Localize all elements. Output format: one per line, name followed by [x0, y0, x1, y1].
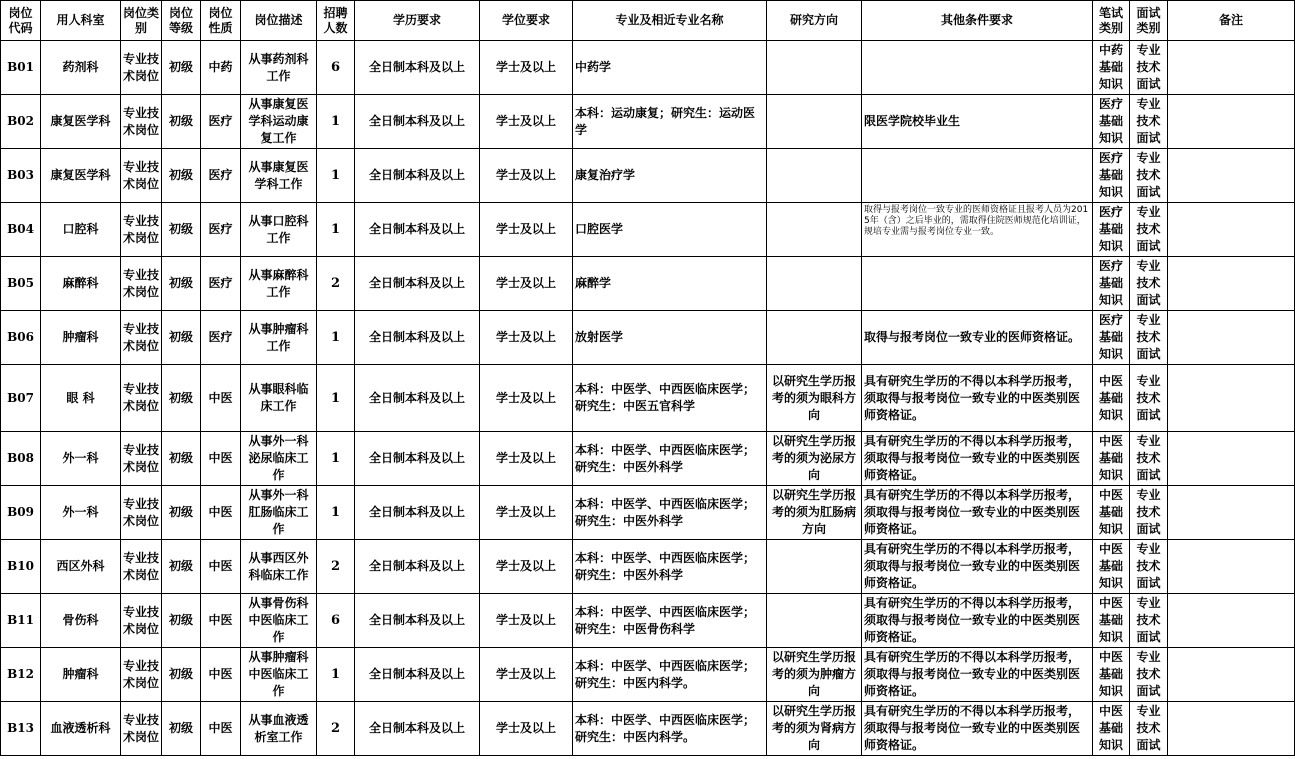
cell-note	[1168, 486, 1295, 540]
cell-dept: 肿瘤科	[41, 648, 121, 702]
cell-degree: 学士及以上	[480, 432, 573, 486]
cell-dept: 骨伤科	[41, 594, 121, 648]
cell-category: 专业技术岗位	[121, 203, 162, 257]
cell-level: 初级	[162, 594, 201, 648]
header-major: 专业及相近专业名称	[573, 1, 767, 41]
header-research: 研究方向	[767, 1, 862, 41]
cell-degree: 学士及以上	[480, 95, 573, 149]
header-count: 招聘人数	[317, 1, 355, 41]
cell-research: 以研究生学历报考的须为肾病方向	[767, 702, 862, 756]
cell-desc: 从事骨伤科中医临床工作	[241, 594, 317, 648]
cell-other: 取得与报考岗位一致专业的医师资格证。	[862, 311, 1093, 365]
cell-research	[767, 41, 862, 95]
table-row	[1, 149, 1295, 203]
cell-major: 本科：中医学、中西医临床医学；研究生：中医骨伤科学	[573, 594, 767, 648]
table-row	[1, 540, 1295, 594]
cell-nature: 医疗	[201, 311, 241, 365]
cell-degree: 学士及以上	[480, 702, 573, 756]
cell-nature: 中医	[201, 648, 241, 702]
cell-note	[1168, 311, 1295, 365]
cell-nature: 中医	[201, 486, 241, 540]
cell-nature: 医疗	[201, 95, 241, 149]
cell-nature: 中医	[201, 702, 241, 756]
cell-written: 医疗基础知识	[1093, 257, 1130, 311]
cell-desc: 从事康复医学科运动康复工作	[241, 95, 317, 149]
cell-code: B04	[1, 203, 41, 257]
cell-note	[1168, 432, 1295, 486]
cell-note	[1168, 41, 1295, 95]
cell-desc: 从事西区外科临床工作	[241, 540, 317, 594]
cell-desc: 从事眼科临床工作	[241, 365, 317, 432]
cell-level: 初级	[162, 95, 201, 149]
cell-education: 全日制本科及以上	[355, 95, 480, 149]
header-level: 岗位等级	[162, 1, 201, 41]
cell-category: 专业技术岗位	[121, 702, 162, 756]
cell-degree: 学士及以上	[480, 365, 573, 432]
cell-major: 中药学	[573, 41, 767, 95]
cell-nature: 医疗	[201, 149, 241, 203]
cell-interview: 专业技术面试	[1130, 95, 1168, 149]
cell-other: 限医学院校毕业生	[862, 95, 1093, 149]
cell-interview: 专业技术面试	[1130, 41, 1168, 95]
cell-research	[767, 311, 862, 365]
cell-written: 中医基础知识	[1093, 365, 1130, 432]
cell-other: 具有研究生学历的不得以本科学历报考，须取得与报考岗位一致专业的中医类别医师资格证。	[862, 594, 1093, 648]
cell-note	[1168, 203, 1295, 257]
cell-category: 专业技术岗位	[121, 41, 162, 95]
cell-interview: 专业技术面试	[1130, 540, 1168, 594]
cell-note	[1168, 702, 1295, 756]
table-row	[1, 257, 1295, 311]
cell-count: 1	[317, 95, 355, 149]
cell-code: B07	[1, 365, 41, 432]
cell-dept: 麻醉科	[41, 257, 121, 311]
cell-count: 1	[317, 149, 355, 203]
cell-code: B13	[1, 702, 41, 756]
cell-level: 初级	[162, 486, 201, 540]
cell-count: 1	[317, 311, 355, 365]
cell-written: 中医基础知识	[1093, 432, 1130, 486]
table-row	[1, 311, 1295, 365]
cell-category: 专业技术岗位	[121, 311, 162, 365]
cell-nature: 中医	[201, 540, 241, 594]
header-code: 岗位代码	[1, 1, 41, 41]
cell-level: 初级	[162, 149, 201, 203]
cell-code: B06	[1, 311, 41, 365]
cell-level: 初级	[162, 365, 201, 432]
cell-written: 医疗基础知识	[1093, 149, 1130, 203]
cell-other: 具有研究生学历的不得以本科学历报考，须取得与报考岗位一致专业的中医类别医师资格证。	[862, 648, 1093, 702]
cell-interview: 专业技术面试	[1130, 365, 1168, 432]
cell-degree: 学士及以上	[480, 311, 573, 365]
table-row	[1, 41, 1295, 95]
cell-major: 康复治疗学	[573, 149, 767, 203]
cell-nature: 医疗	[201, 203, 241, 257]
header-interview: 面试类别	[1130, 1, 1168, 41]
cell-degree: 学士及以上	[480, 41, 573, 95]
header-desc: 岗位描述	[241, 1, 317, 41]
cell-education: 全日制本科及以上	[355, 648, 480, 702]
cell-major: 本科：中医学、中西医临床医学；研究生：中医外科学	[573, 486, 767, 540]
cell-note	[1168, 648, 1295, 702]
cell-code: B09	[1, 486, 41, 540]
cell-count: 1	[317, 203, 355, 257]
cell-major: 麻醉学	[573, 257, 767, 311]
cell-desc: 从事外一科泌尿临床工作	[241, 432, 317, 486]
cell-major: 口腔医学	[573, 203, 767, 257]
cell-research	[767, 203, 862, 257]
cell-interview: 专业技术面试	[1130, 702, 1168, 756]
cell-other: 具有研究生学历的不得以本科学历报考，须取得与报考岗位一致专业的中医类别医师资格证。	[862, 702, 1093, 756]
cell-other: 具有研究生学历的不得以本科学历报考，须取得与报考岗位一致专业的中医类别医师资格证。	[862, 540, 1093, 594]
cell-research	[767, 149, 862, 203]
cell-level: 初级	[162, 311, 201, 365]
cell-degree: 学士及以上	[480, 648, 573, 702]
cell-research	[767, 594, 862, 648]
cell-degree: 学士及以上	[480, 594, 573, 648]
cell-education: 全日制本科及以上	[355, 365, 480, 432]
table-row	[1, 594, 1295, 648]
table-row	[1, 432, 1295, 486]
cell-count: 2	[317, 257, 355, 311]
cell-level: 初级	[162, 41, 201, 95]
cell-note	[1168, 365, 1295, 432]
table-body	[1, 41, 1295, 756]
cell-desc: 从事肿瘤科中医临床工作	[241, 648, 317, 702]
cell-education: 全日制本科及以上	[355, 203, 480, 257]
cell-nature: 中医	[201, 594, 241, 648]
cell-code: B11	[1, 594, 41, 648]
cell-education: 全日制本科及以上	[355, 540, 480, 594]
cell-degree: 学士及以上	[480, 149, 573, 203]
cell-dept: 肿瘤科	[41, 311, 121, 365]
cell-note	[1168, 540, 1295, 594]
cell-nature: 中医	[201, 365, 241, 432]
cell-written: 中医基础知识	[1093, 486, 1130, 540]
cell-research: 以研究生学历报考的须为泌尿方向	[767, 432, 862, 486]
cell-major: 本科：中医学、中西医临床医学；研究生：中医外科学	[573, 432, 767, 486]
cell-major: 放射医学	[573, 311, 767, 365]
cell-level: 初级	[162, 540, 201, 594]
cell-category: 专业技术岗位	[121, 486, 162, 540]
cell-interview: 专业技术面试	[1130, 594, 1168, 648]
cell-desc: 从事口腔科工作	[241, 203, 317, 257]
table-row	[1, 365, 1295, 432]
cell-dept: 康复医学科	[41, 95, 121, 149]
cell-level: 初级	[162, 203, 201, 257]
cell-other: 具有研究生学历的不得以本科学历报考，须取得与报考岗位一致专业的中医类别医师资格证。	[862, 365, 1093, 432]
cell-research: 以研究生学历报考的须为肿瘤方向	[767, 648, 862, 702]
cell-category: 专业技术岗位	[121, 648, 162, 702]
cell-desc: 从事康复医学科工作	[241, 149, 317, 203]
cell-code: B08	[1, 432, 41, 486]
cell-category: 专业技术岗位	[121, 540, 162, 594]
cell-count: 2	[317, 540, 355, 594]
cell-research: 以研究生学历报考的须为肛肠病方向	[767, 486, 862, 540]
cell-education: 全日制本科及以上	[355, 594, 480, 648]
cell-interview: 专业技术面试	[1130, 648, 1168, 702]
cell-written: 医疗基础知识	[1093, 311, 1130, 365]
cell-count: 1	[317, 648, 355, 702]
cell-code: B12	[1, 648, 41, 702]
header-dept: 用人科室	[41, 1, 121, 41]
cell-level: 初级	[162, 432, 201, 486]
cell-dept: 眼 科	[41, 365, 121, 432]
cell-other	[862, 41, 1093, 95]
cell-nature: 中医	[201, 432, 241, 486]
cell-dept: 西区外科	[41, 540, 121, 594]
cell-desc: 从事血液透析室工作	[241, 702, 317, 756]
header-row	[1, 1, 1295, 41]
cell-education: 全日制本科及以上	[355, 149, 480, 203]
cell-other	[862, 257, 1093, 311]
cell-research	[767, 540, 862, 594]
cell-major: 本科：中医学、中西医临床医学；研究生：中医内科学。	[573, 702, 767, 756]
cell-category: 专业技术岗位	[121, 95, 162, 149]
cell-count: 1	[317, 486, 355, 540]
cell-dept: 外一科	[41, 432, 121, 486]
cell-education: 全日制本科及以上	[355, 311, 480, 365]
cell-written: 中医基础知识	[1093, 648, 1130, 702]
header-other: 其他条件要求	[862, 1, 1093, 41]
cell-written: 医疗基础知识	[1093, 95, 1130, 149]
cell-count: 1	[317, 365, 355, 432]
cell-research	[767, 257, 862, 311]
cell-interview: 专业技术面试	[1130, 432, 1168, 486]
cell-education: 全日制本科及以上	[355, 257, 480, 311]
cell-note	[1168, 95, 1295, 149]
cell-desc: 从事麻醉科工作	[241, 257, 317, 311]
cell-code: B05	[1, 257, 41, 311]
cell-major: 本科：中医学、中西医临床医学；研究生：中医五官科学	[573, 365, 767, 432]
cell-other: 具有研究生学历的不得以本科学历报考，须取得与报考岗位一致专业的中医类别医师资格证。	[862, 432, 1093, 486]
cell-other: 取得与报考岗位一致专业的医师资格证且报考人员为2015年（含）之后毕业的，需取得住院医师规范化培训证，规培专业需与报考岗位专业一致。	[862, 203, 1093, 257]
cell-category: 专业技术岗位	[121, 149, 162, 203]
cell-desc: 从事外一科肛肠临床工作	[241, 486, 317, 540]
cell-education: 全日制本科及以上	[355, 41, 480, 95]
cell-interview: 专业技术面试	[1130, 486, 1168, 540]
cell-category: 专业技术岗位	[121, 365, 162, 432]
cell-code: B10	[1, 540, 41, 594]
cell-category: 专业技术岗位	[121, 432, 162, 486]
cell-category: 专业技术岗位	[121, 594, 162, 648]
header-note: 备注	[1168, 1, 1295, 41]
cell-degree: 学士及以上	[480, 486, 573, 540]
cell-degree: 学士及以上	[480, 203, 573, 257]
cell-note	[1168, 149, 1295, 203]
cell-code: B02	[1, 95, 41, 149]
table-row	[1, 486, 1295, 540]
cell-level: 初级	[162, 702, 201, 756]
cell-other	[862, 149, 1093, 203]
cell-degree: 学士及以上	[480, 540, 573, 594]
header-education: 学历要求	[355, 1, 480, 41]
cell-desc: 从事肿瘤科工作	[241, 311, 317, 365]
cell-major: 本科：中医学、中西医临床医学；研究生：中医内科学。	[573, 648, 767, 702]
cell-research	[767, 95, 862, 149]
cell-interview: 专业技术面试	[1130, 203, 1168, 257]
cell-level: 初级	[162, 648, 201, 702]
cell-count: 2	[317, 702, 355, 756]
header-nature: 岗位性质	[201, 1, 241, 41]
cell-written: 中医基础知识	[1093, 540, 1130, 594]
cell-dept: 药剂科	[41, 41, 121, 95]
header-degree: 学位要求	[480, 1, 573, 41]
cell-written: 中医基础知识	[1093, 702, 1130, 756]
cell-major: 本科：运动康复；研究生：运动医学	[573, 95, 767, 149]
header-written: 笔试类别	[1093, 1, 1130, 41]
cell-dept: 康复医学科	[41, 149, 121, 203]
cell-written: 中医基础知识	[1093, 594, 1130, 648]
cell-note	[1168, 257, 1295, 311]
cell-code: B01	[1, 41, 41, 95]
cell-interview: 专业技术面试	[1130, 149, 1168, 203]
cell-count: 1	[317, 432, 355, 486]
cell-interview: 专业技术面试	[1130, 257, 1168, 311]
cell-dept: 口腔科	[41, 203, 121, 257]
cell-written: 中药基础知识	[1093, 41, 1130, 95]
cell-category: 专业技术岗位	[121, 257, 162, 311]
cell-nature: 中药	[201, 41, 241, 95]
cell-nature: 医疗	[201, 257, 241, 311]
table-row	[1, 95, 1295, 149]
cell-major: 本科：中医学、中西医临床医学；研究生：中医外科学	[573, 540, 767, 594]
cell-dept: 外一科	[41, 486, 121, 540]
cell-research: 以研究生学历报考的须为眼科方向	[767, 365, 862, 432]
cell-education: 全日制本科及以上	[355, 432, 480, 486]
cell-degree: 学士及以上	[480, 257, 573, 311]
cell-education: 全日制本科及以上	[355, 702, 480, 756]
cell-count: 6	[317, 594, 355, 648]
cell-education: 全日制本科及以上	[355, 486, 480, 540]
cell-other: 具有研究生学历的不得以本科学历报考，须取得与报考岗位一致专业的中医类别医师资格证。	[862, 486, 1093, 540]
cell-desc: 从事药剂科工作	[241, 41, 317, 95]
cell-dept: 血液透析科	[41, 702, 121, 756]
table-row	[1, 203, 1295, 257]
cell-code: B03	[1, 149, 41, 203]
table-row	[1, 648, 1295, 702]
cell-level: 初级	[162, 257, 201, 311]
table-row	[1, 702, 1295, 756]
cell-note	[1168, 594, 1295, 648]
header-category: 岗位类别	[121, 1, 162, 41]
cell-written: 医疗基础知识	[1093, 203, 1130, 257]
cell-count: 6	[317, 41, 355, 95]
cell-interview: 专业技术面试	[1130, 311, 1168, 365]
